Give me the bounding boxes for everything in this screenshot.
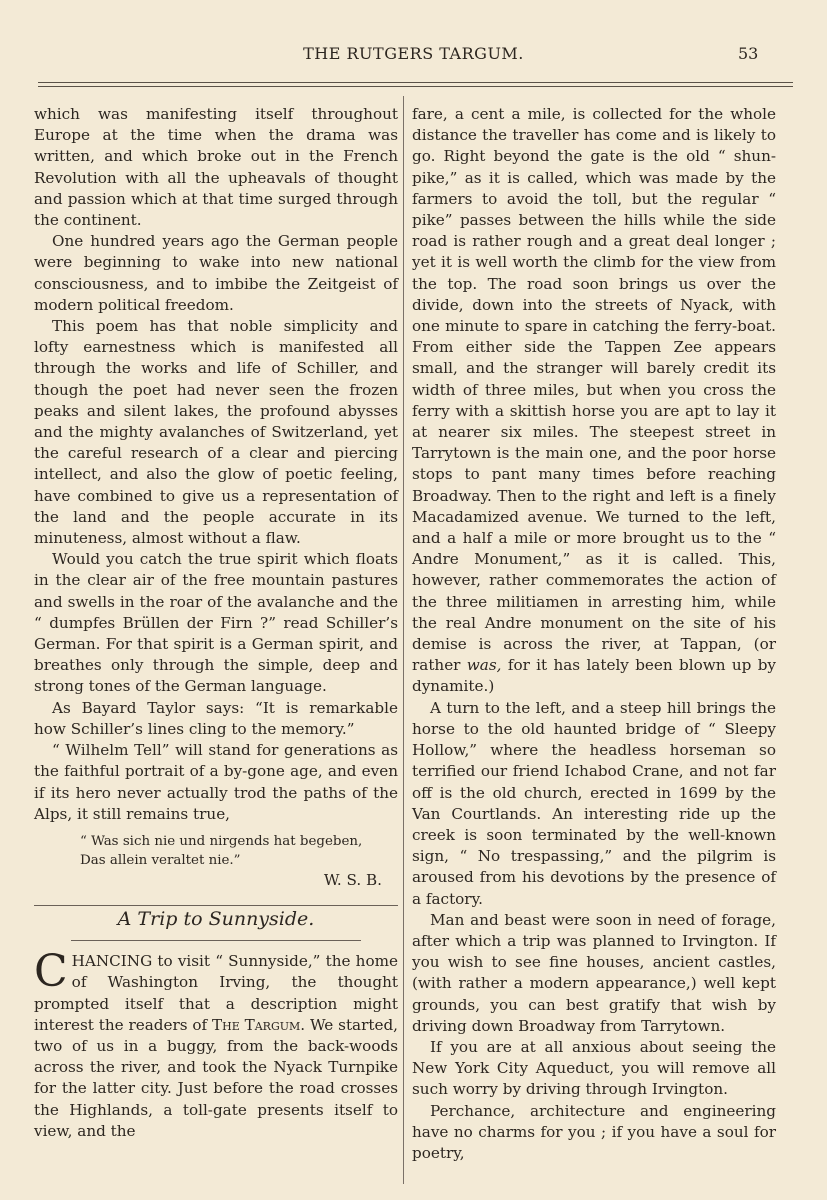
paragraph: Perchance, architecture and engineering have no charms for you ; if you have a soul for poetry,: [412, 1101, 776, 1162]
paragraph: “ Wilhelm Tell” will stand for generations as the faithful portrait of a by-gone age, and even if its hero never actually trod the paths of the Alps, it still remains true,: [34, 741, 398, 823]
header-rule-top: [38, 82, 793, 83]
article-text: We started, two of us in a buggy, from the back-woods across the river, and took the Nyack Turnpike for the latter city. Just before the road crosses the Highlands, a toll-gate presents itself to view, and the: [34, 1015, 399, 1140]
running-header-title: THE RUTGERS TARGUM.: [303, 44, 524, 63]
paragraph: If you are at all anxious about seeing the New York City Aqueduct, you will remove all such worry by driving through Irvington.: [412, 1037, 776, 1099]
title-rule: [71, 940, 361, 941]
article-paragraph: [34, 946, 399, 1142]
paragraph: Man and beast were soon in need of forage, after which a trip was planned to Irvington. If you wish to see fine houses, ancient castles, (with rather a modern appearance,) well kept grounds, you can best gratify that wish by driving down Broadway from Tarrytown.: [412, 910, 776, 1035]
quote-line: Das allein veraltet nie.”: [80, 852, 241, 868]
paragraph: This poem has that noble simplicity and lofty earnestness which is manifested all through the works and life of Schiller, and though the poet had never seen the frozen peaks and silent lakes, the profound abysses and the mighty avalanches of Switzerland, yet the careful research of a clear and piercing intellect, and also the glow of poetic feeling, have combined to give us a representation of the land and the people accurate in its minuteness, almost without a flaw.: [34, 317, 398, 548]
publication-name: The Targum.: [211, 1015, 306, 1034]
paragraph-text: for it has lately been blown up by dynamite.): [412, 656, 777, 696]
page-number: 53: [738, 44, 759, 63]
header-rule-bottom: [38, 86, 793, 87]
paragraph: As Bayard Taylor says: “It is remarkable how Schiller’s lines cling to the memory.”: [34, 698, 398, 738]
paragraph: One hundred years ago the German people were beginning to wake into new national consciousness, and to imbibe the Zeitgeist of modern political freedom.: [34, 232, 398, 314]
author-signature: W. S. B.: [323, 870, 382, 889]
quote-line: “ Was sich nie und nirgends hat begeben,: [80, 833, 363, 849]
right-column: [412, 104, 776, 1164]
column-divider: [403, 96, 404, 1184]
left-column: [34, 104, 398, 1142]
paragraph: Would you catch the true spirit which floats in the clear air of the free mountain pastures and swells in the roar of the avalanche and the “ dumpfes Brüllen der Firn ?” read Schiller’s German. For that spirit is a German spirit, and breathes only through the simple, deep and strong tones of the German language.: [34, 550, 398, 696]
italic-word: was,: [466, 656, 502, 675]
article-title: A Trip to Sunnyside.: [117, 908, 315, 931]
paragraph-text: fare, a cent a mile, is collected for the whole distance the traveller has come and is likely to go. Right beyond the gate is the old “ shun-pike,” as it is called, which was made by the farmers to avoid the toll, but the regular “ pike” passes between the hills while the side road is rather rough and a great deal longer ; yet it is well worth the climb for the view from the top. The road soon brings us over the divide, down into the streets of Nyack, with one minute to spare in catching the ferry-boat. From either side the Tappen Zee appears small, and the stranger will barely credit its width of three miles, but when you cross the ferry with a skittish horse you are apt to lay it at nearer six miles. The steepest street in Tarrytown is the main one, and the poor horse stops to pant many times before reaching Broadway. Then to the right and left is a finely Macadamized avenue. We turned to the left, and a half a mile or more brought us to the “ Andre Monument,” as it is called. This, however, rather commemorates the action of the three militiamen in arresting him, while the real Andre monument on the site of his demise is across the river, at Tappan, (or rather: [412, 105, 776, 675]
quote-verse: [80, 832, 398, 870]
paragraph: [412, 104, 776, 698]
paragraph: which was manifesting itself throughout Europe at the time when the drama was written, and which broke out in the French Revolution with all the upheavals of thought and passion which at that time surged through the continent.: [34, 105, 398, 230]
paragraph: A turn to the left, and a steep hill brings the horse to the old haunted bridge of “ Sleepy Hollow,” where the headless horseman so terrified our friend Ichabod Crane, and not far off is the old church, erected in 1699 by the Van Courtlands. An interesting ride up the creek is soon terminated by the well-known sign, “ No trespassing,” and the pilgrim is aroused from his devotions by the presence of a factory.: [412, 698, 776, 908]
article-text: HANCING to visit “ Sunnyside,” the home of Washington Irving, the thought prompted itself that a description might interest the readers of: [34, 952, 398, 1034]
drop-cap: C: [34, 946, 68, 998]
